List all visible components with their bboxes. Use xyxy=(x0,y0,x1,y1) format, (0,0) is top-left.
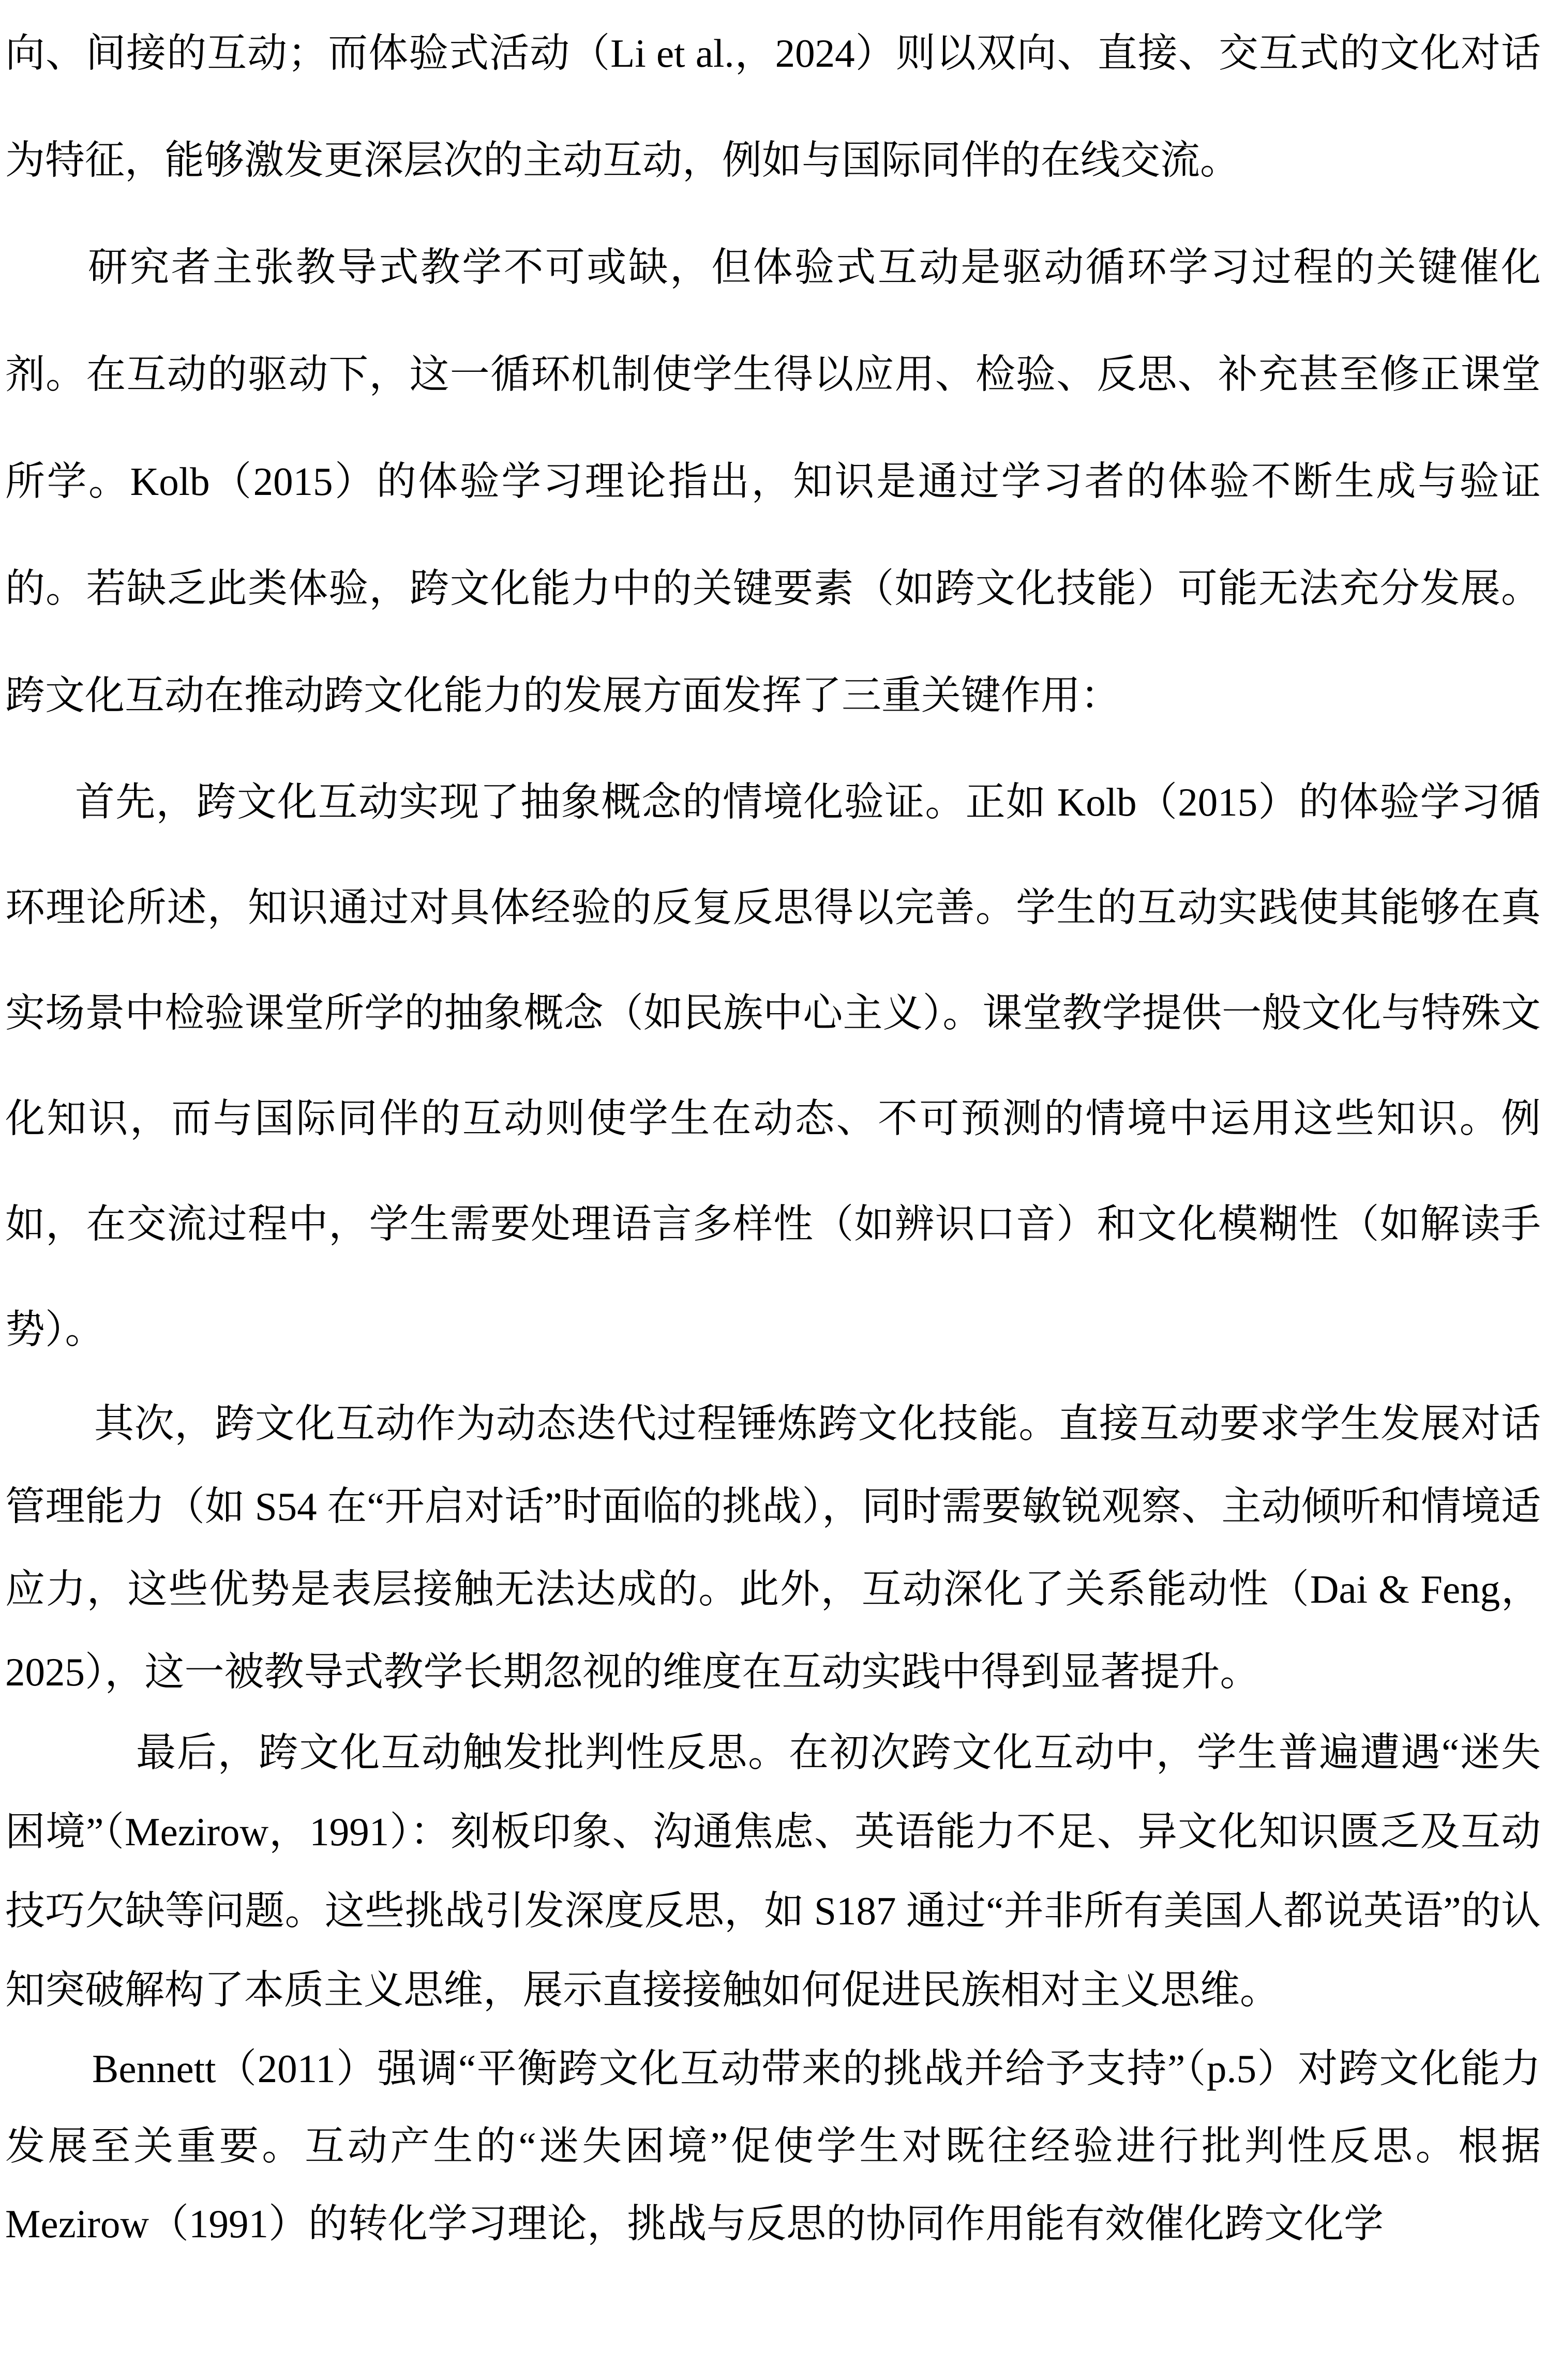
paragraph-researcher-claim: 研究者主张教导式教学不可或缺，但体验式互动是驱动循环学习过程的关键催化剂。在互动的驱动下，这一循环机制使学生得以应用、检验、反思、补充甚至修正课堂所学。Kolb（2015）的体验学习理论指出，知识是通过学习者的体验不断生成与验证的。若缺乏此类体验，跨文化能力中的关键要素（如跨文化技能）可能无法充分发展。跨文化互动在推动跨文化能力的发展方面发挥了三重关键作用： xyxy=(5,245,1541,718)
paragraph-continuation: 向、间接的互动；而体验式活动（Li et al.，2024）则以双向、直接、交互式的文化对话为特征，能够激发更深层次的主动互动，例如与国际同伴的在线交流。 xyxy=(5,31,1541,183)
paragraph-first-point: 首先，跨文化互动实现了抽象概念的情境化验证。正如 Kolb（2015）的体验学习循环理论所述，知识通过对具体经验的反复反思得以完善。学生的互动实践使其能够在真实场景中检验课堂所学的抽象概念（如民族中心主义）。课堂教学提供一般文化与特殊文化知识，而与国际同伴的互动则使学生在动态、不可预测的情境中运用这些知识。例如，在交流过程中，学生需要处理语言多样性（如辨识口音）和文化模糊性（如解读手势）。 xyxy=(5,780,1541,1352)
paragraph-bennett: Bennett（2011）强调“平衡跨文化互动带来的挑战并给予支持”（p.5）对跨文化能力发展至关重要。互动产生的“迷失困境”促使学生对既往经验进行批判性反思。根据 Mezirow（1991）的转化学习理论，挑战与反思的协同作用能有效催化跨文化学 xyxy=(5,2046,1541,2246)
paragraph-second-point: 其次，跨文化互动作为动态迭代过程锤炼跨文化技能。直接互动要求学生发展对话管理能力（如 S54 在“开启对话”时面临的挑战），同时需要敏锐观察、主动倾听和情境适应力，这些优势是表层接触无法达成的。此外，互动深化了关系能动性（Dai & Feng，2025），这一被教导式教学长期忽视的维度在互动实践中得到显著提升。 xyxy=(5,1402,1541,1694)
paragraph-third-point: 最后，跨文化互动触发批判性反思。在初次跨文化互动中，学生普遍遭遇“迷失困境”（Mezirow，1991）：刻板印象、沟通焦虑、英语能力不足、异文化知识匮乏及互动技巧欠缺等问题。这些挑战引发深度反思，如 S187 通过“并非所有美国人都说英语”的认知突破解构了本质主义思维，展示直接接触如何促进民族相对主义思维。 xyxy=(5,1730,1541,2012)
